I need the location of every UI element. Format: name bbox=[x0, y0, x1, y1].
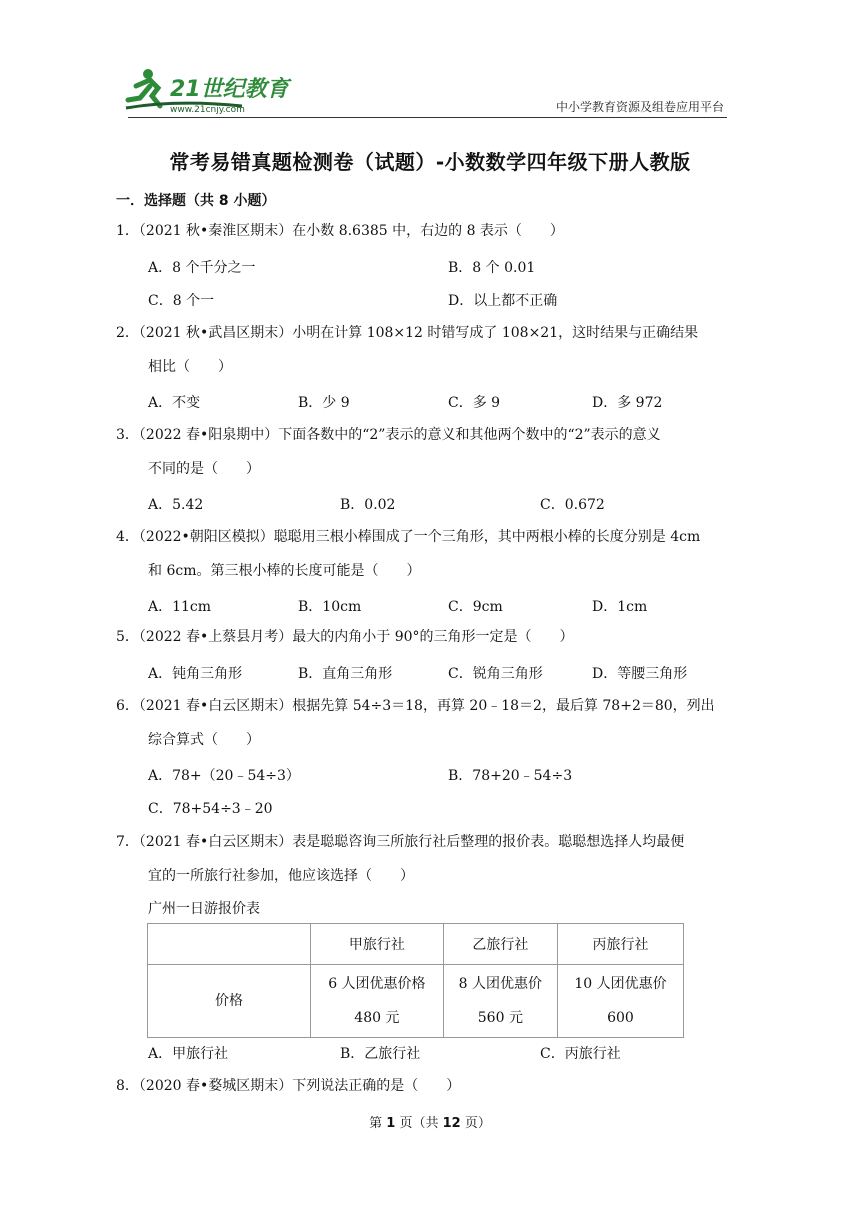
runner-logo-icon bbox=[122, 62, 302, 118]
option-b[interactable]: B．10cm bbox=[298, 599, 362, 615]
footer-suffix: 页） bbox=[460, 1116, 491, 1131]
site-logo[interactable] bbox=[122, 62, 302, 118]
question-2 bbox=[116, 316, 730, 384]
option-b[interactable]: B．乙旅行社 bbox=[340, 1046, 421, 1062]
table-cell bbox=[311, 965, 444, 1038]
question-stem: 6．（2021 春•白云区期末）根据先算 54÷3＝18，再算 20﹣18＝2，最后算 78+2＝80，列出 bbox=[116, 698, 715, 714]
cell-line: 600 bbox=[607, 1010, 634, 1026]
option-b[interactable]: B．直角三角形 bbox=[298, 666, 393, 682]
option-d[interactable]: D．等腰三角形 bbox=[592, 666, 688, 682]
question-stem: 8．（2020 春•婺城区期末）下列说法正确的是（ ） bbox=[116, 1078, 461, 1094]
row-label: 价格 bbox=[148, 965, 311, 1038]
logo-url: www.21cnjy.com bbox=[170, 105, 245, 115]
question-stem: 3．（2022 春•阳泉期中）下面各数中的“2”表示的意义和其他两个数中的“2”表示的意义 bbox=[116, 427, 661, 443]
footer-prefix: 第 bbox=[369, 1116, 387, 1131]
question-3 bbox=[116, 418, 730, 486]
question-stem-cont: 宜的一所旅行社参加，他应该选择（ ） bbox=[148, 868, 414, 884]
option-c[interactable]: C．丙旅行社 bbox=[540, 1046, 621, 1062]
option-a[interactable]: A．11cm bbox=[148, 599, 212, 615]
header-divider bbox=[128, 117, 727, 118]
page-title: 常考易错真题检测卷（试题）-小数数学四年级下册人教版 bbox=[169, 150, 691, 174]
cell-line: 560 元 bbox=[477, 1010, 523, 1026]
table-header-cell: 甲旅行社 bbox=[311, 924, 444, 965]
option-c[interactable]: C．锐角三角形 bbox=[448, 666, 543, 682]
cell-line: 480 元 bbox=[354, 1010, 400, 1026]
option-c[interactable]: C．78+54÷3﹣20 bbox=[148, 801, 273, 817]
question-stem: 2．（2021 秋•武昌区期末）小明在计算 108×12 时错写成了 108×21，这时结果与正确结果 bbox=[116, 325, 699, 341]
table-header-row bbox=[148, 924, 684, 965]
question-stem-cont: 不同的是（ ） bbox=[148, 461, 260, 477]
option-d[interactable]: D．多 972 bbox=[592, 395, 663, 411]
option-b[interactable]: B．0.02 bbox=[340, 497, 396, 513]
option-c[interactable]: C．8 个一 bbox=[148, 293, 215, 309]
question-stem-cont: 相比（ ） bbox=[148, 359, 232, 375]
table-cell bbox=[557, 965, 683, 1038]
option-a[interactable]: A．5.42 bbox=[148, 497, 204, 513]
option-a[interactable]: A．甲旅行社 bbox=[148, 1046, 229, 1062]
cell-line: 8 人团优惠价 bbox=[458, 976, 543, 992]
table-caption: 广州一日游报价表 bbox=[148, 901, 260, 917]
section-heading: 一．选择题（共 8 小题） bbox=[116, 193, 276, 209]
question-6 bbox=[116, 689, 730, 757]
option-d[interactable]: D．以上都不正确 bbox=[448, 293, 558, 309]
option-a[interactable]: A．不变 bbox=[148, 395, 201, 411]
table-cell bbox=[443, 965, 557, 1038]
question-stem: 4．（2022•朝阳区模拟）聪聪用三根小棒围成了一个三角形，其中两根小棒的长度分别是 4cm bbox=[116, 529, 701, 545]
question-stem: 1．（2021 秋•秦淮区期末）在小数 8.6385 中，右边的 8 表示（ ） bbox=[116, 223, 564, 239]
question-1 bbox=[116, 214, 730, 248]
cell-line: 6 人团优惠价格 bbox=[328, 976, 426, 992]
question-4 bbox=[116, 520, 730, 588]
table-row bbox=[148, 965, 684, 1038]
option-a[interactable]: A．78+（20﹣54÷3） bbox=[148, 768, 300, 784]
footer-middle: 页（共 bbox=[395, 1116, 443, 1131]
question-stem-cont: 综合算式（ ） bbox=[148, 732, 260, 748]
question-stem: 7．（2021 春•白云区期末）表是聪聪咨询三所旅行社后整理的报价表。聪聪想选择人均最便 bbox=[116, 834, 685, 850]
price-table bbox=[147, 923, 684, 1038]
option-b[interactable]: B．8 个 0.01 bbox=[448, 260, 536, 276]
option-a[interactable]: A．钝角三角形 bbox=[148, 666, 243, 682]
page-footer bbox=[0, 1112, 860, 1131]
question-stem: 5．（2022 春•上蔡县月考）最大的内角小于 90°的三角形一定是（ ） bbox=[116, 629, 574, 645]
question-5 bbox=[116, 620, 730, 654]
option-c[interactable]: C．9cm bbox=[448, 599, 503, 615]
table-header-cell bbox=[148, 924, 311, 965]
option-d[interactable]: D．1cm bbox=[592, 599, 648, 615]
question-8 bbox=[116, 1069, 730, 1103]
logo-text: 21世纪教育 bbox=[170, 77, 289, 102]
option-c[interactable]: C．0.672 bbox=[540, 497, 605, 513]
question-7 bbox=[116, 825, 730, 893]
cell-line: 10 人团优惠价 bbox=[574, 976, 667, 992]
platform-name: 中小学教育资源及组卷应用平台 bbox=[555, 100, 724, 114]
current-page: 1 bbox=[386, 1116, 396, 1131]
table-header-cell: 乙旅行社 bbox=[443, 924, 557, 965]
table-header-cell: 丙旅行社 bbox=[557, 924, 683, 965]
option-a[interactable]: A．8 个千分之一 bbox=[148, 260, 256, 276]
option-b[interactable]: B．78+20﹣54÷3 bbox=[448, 768, 573, 784]
option-c[interactable]: C．多 9 bbox=[448, 395, 501, 411]
total-pages: 12 bbox=[442, 1116, 461, 1131]
question-stem-cont: 和 6cm。第三根小棒的长度可能是（ ） bbox=[148, 563, 421, 579]
option-b[interactable]: B．少 9 bbox=[298, 395, 350, 411]
